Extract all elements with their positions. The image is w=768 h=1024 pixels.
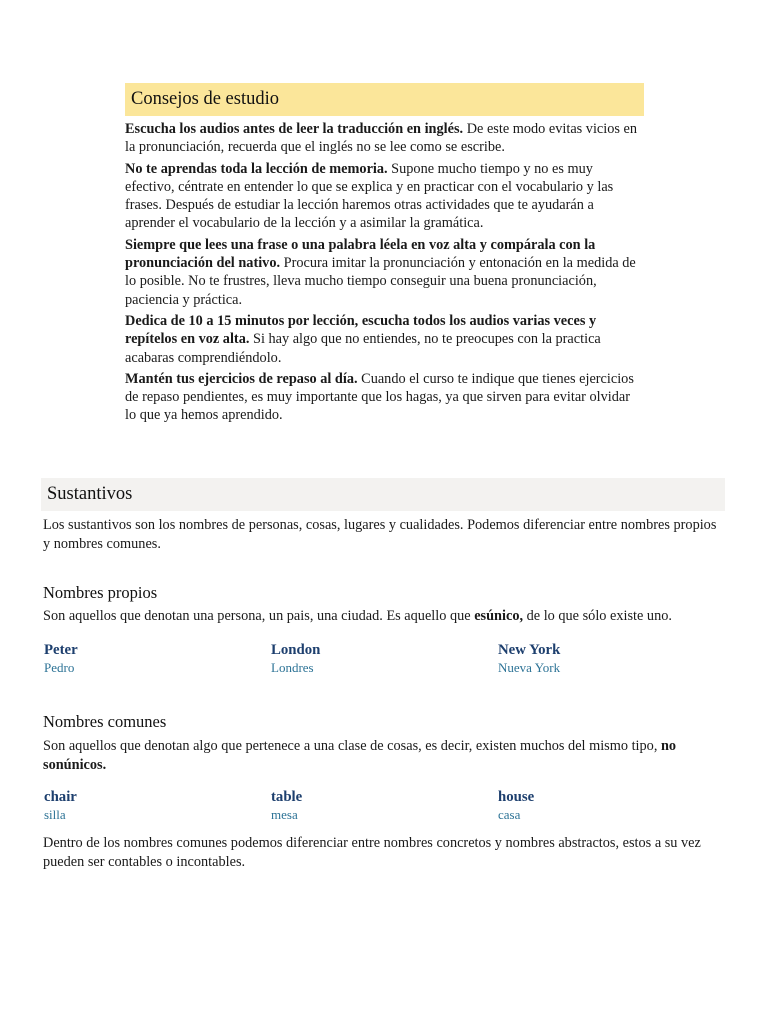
example-spanish: mesa: [271, 807, 298, 822]
tip-bold: Mantén tus ejercicios de repaso al día.: [125, 370, 358, 387]
desc-bold: esúnico,: [474, 608, 524, 624]
example-word: [271, 642, 320, 676]
example-word: [271, 789, 302, 823]
sustantivos-section-title: Sustantivos: [41, 478, 725, 511]
example-english: London: [271, 642, 321, 658]
tip-bold: Siempre que lees una frase o una palabra léela en voz alta y compárala con la pronunciación del nativo.: [125, 236, 596, 272]
example-spanish: casa: [498, 807, 521, 822]
tip-text: Si hay algo que no entiendes, no te preocupes con la practica acabaras comprendiéndolo.: [125, 331, 601, 366]
example-word: [44, 789, 77, 823]
desc-bold: no sonúnicos.: [43, 738, 677, 773]
desc-text: Son aquellos que denotan una persona, un pais, una ciudad. Es aquello que: [43, 608, 475, 624]
example-spanish: silla: [44, 807, 66, 822]
nombres-comunes-desc: [43, 737, 723, 775]
example-english: Peter: [44, 642, 78, 658]
tip-item: [125, 312, 644, 367]
study-tips-box: [125, 83, 644, 425]
tip-bold: Escucha los audios antes de leer la traducción en inglés.: [125, 121, 464, 137]
tip-item: [125, 236, 644, 309]
tip-item: [125, 160, 644, 233]
example-spanish: Nueva York: [498, 660, 561, 675]
study-tips-title: Consejos de estudio: [125, 83, 644, 116]
example-english: New York: [498, 642, 561, 658]
tip-bold: No te aprendas toda la lección de memoria.: [125, 160, 388, 177]
example-english: table: [271, 789, 303, 805]
nombres-comunes-title: Nombres comunes: [43, 712, 167, 731]
tip-text: Procura imitar la pronunciación y entonación en la medida de lo posible. No te frustres, lleva mucho tiempo conseguir una buena pronunciación, paciencia y práctica.: [125, 255, 636, 308]
example-spanish: Pedro: [44, 660, 75, 675]
study-tips-list: [125, 120, 644, 425]
example-english: house: [498, 789, 535, 805]
tip-item: [125, 120, 644, 157]
desc-text: Son aquellos que denotan algo que pertenece a una clase de cosas, es decir, existen muchos del mismo tipo,: [43, 738, 661, 754]
tip-text: Cuando el curso te indique que tienes ejercicios de repaso pendientes, es muy importante que los hagas, ya que sirven para evitar olvidar lo que ya hemos aprendido.: [125, 370, 634, 424]
nombres-propios-title: Nombres propios: [43, 583, 158, 602]
example-word: [498, 642, 560, 676]
sustantivos-intro: Los sustantivos son los nombres de personas, cosas, lugares y cualidades. Podemos diferenciar entre nombres propios y nombres comunes.: [43, 517, 717, 552]
tip-item: [125, 370, 644, 425]
example-spanish: Londres: [271, 660, 314, 675]
closing-paragraph: Dentro de los nombres comunes podemos diferenciar entre nombres concretos y nombres abstractos, estos a su vez pueden ser contables o incontables.: [43, 835, 701, 870]
desc-text: de lo que sólo existe uno.: [523, 608, 672, 624]
example-english: chair: [44, 789, 77, 805]
example-word: [498, 789, 534, 823]
example-word: [44, 642, 78, 676]
tip-text: De este modo evitas vicios en la pronunciación, recuerda que el inglés no se lee como se escribe.: [125, 121, 638, 156]
tip-bold: Dedica de 10 a 15 minutos por lección, escucha todos los audios varias veces y repítelos en voz alta.: [125, 312, 597, 348]
nombres-propios-desc: [43, 607, 723, 626]
tip-text: Supone mucho tiempo y no es muy efectivo, céntrate en entender lo que se explica y en practicar con el vocabulario y las frases. Después de estudiar la lección haremos otras actividades que te ayudarán a aprender el vocabulario de la lección y a asimilar la gramática.: [125, 160, 614, 232]
